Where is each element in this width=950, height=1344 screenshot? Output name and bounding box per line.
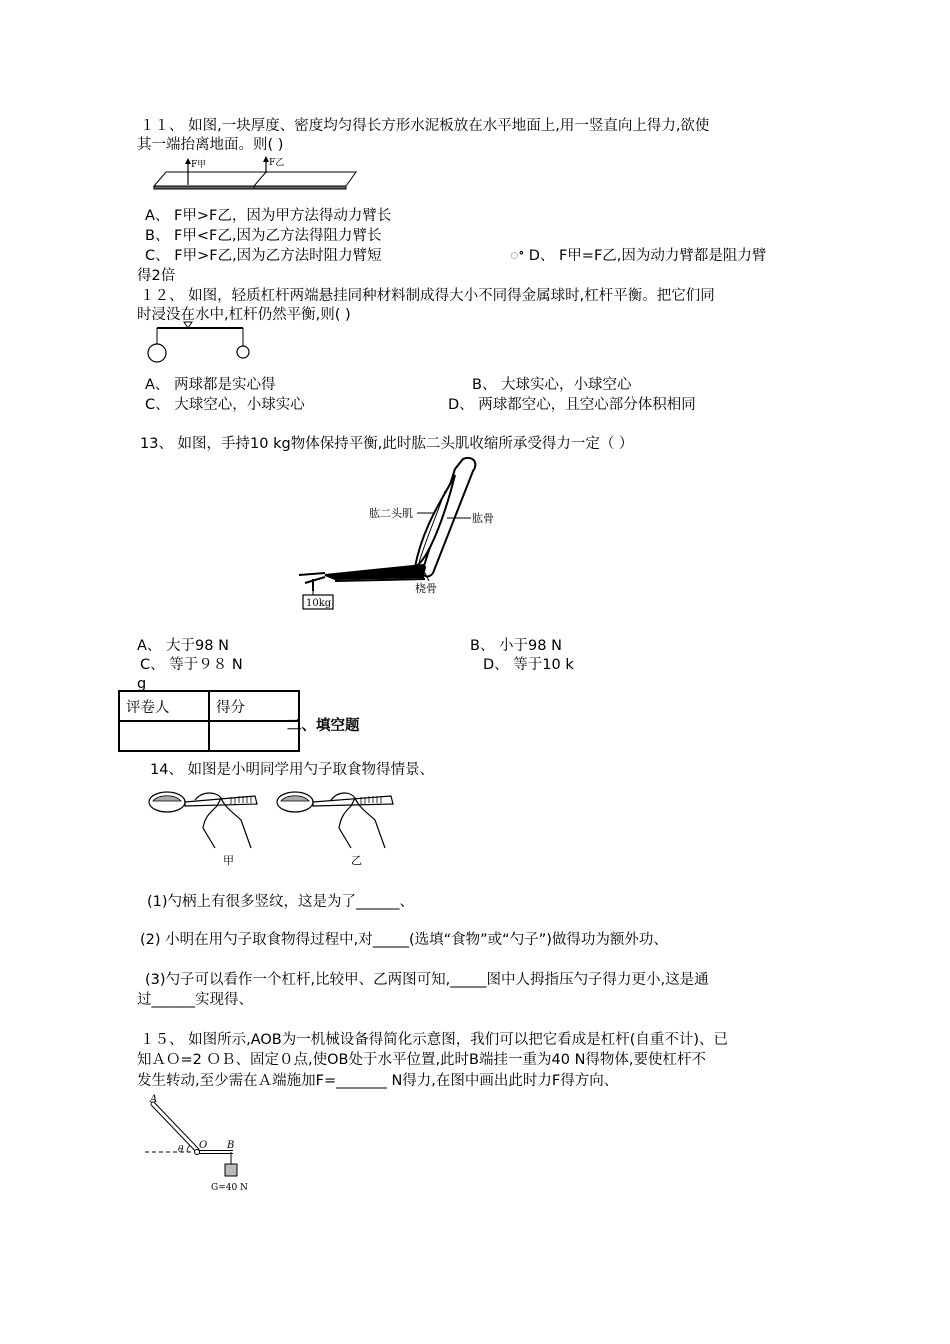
- q13-option-c: C、 等于９８ N: [140, 657, 243, 673]
- score-table: [118, 690, 300, 752]
- q11-slab-figure: [150, 158, 360, 192]
- q11-fig-f1: F甲: [191, 160, 207, 170]
- q15-fig-label-weight: G=40 N: [211, 1183, 248, 1193]
- q15-fig-label-b: B: [227, 1140, 235, 1151]
- q15-fig-label-a: A: [150, 1094, 158, 1105]
- score-table-grader-cell[interactable]: [119, 721, 209, 751]
- q14-spoon-figure: [145, 782, 415, 872]
- section-title-fill-blank: 二、填空题: [287, 718, 360, 734]
- q15-stem-line3: 发生转动,至少需在Ａ端施加F=_______ N得力,在图中画出此时力F得方向、: [137, 1073, 619, 1089]
- q11-option-d: ꢀ D、 F甲=F乙,因为动力臂都是阻力臂: [510, 248, 767, 264]
- q12-stem-line1: １２、 如图，轻质杠杆两端悬挂同种材料制成得大小不同得金属球时,杠杆平衡。把它们同: [140, 288, 715, 304]
- q13-fig-weight: 10kg: [306, 598, 332, 609]
- q15-fig-label-theta: θ: [178, 1145, 184, 1155]
- q11-option-c: C、 F甲>F乙,因为乙方法时阻力臂短: [145, 248, 382, 264]
- score-table-score-header: 得分: [209, 691, 299, 721]
- q12-option-c: C、 大球空心，小球实心: [145, 397, 305, 413]
- q14-fig-label-right: 乙: [351, 854, 362, 867]
- q14-stem: 14、 如图是小明同学用勺子取食物得情景、: [150, 762, 435, 778]
- q11-option-b: B、 F甲<F乙,因为乙方法得阻力臂长: [145, 228, 382, 244]
- q15-stem-line1: １５、 如图所示,AOB为一机械设备得简化示意图，我们可以把它看成是杠杆(自重不计)、已: [140, 1032, 729, 1048]
- q11-stem-line1: １１、 如图,一块厚度、密度均匀得长方形水泥板放在水平地面上,用一竖直向上得力,欲使: [140, 118, 710, 134]
- q12-option-a: A、 两球都是实心得: [145, 377, 276, 393]
- q14-part2: (2) 小明在用勺子取食物得过程中,对_____(选填“食物”或“勺子”)做得功为额外功、: [140, 932, 668, 948]
- q12-option-d: D、 两球都空心，且空心部分体积相同: [448, 397, 696, 413]
- q13-stem: 13、 如图，手持10 kg物体保持平衡,此时肱二头肌收缩所承受得力一定（ ）: [140, 436, 634, 452]
- q15-lever-figure: [145, 1094, 275, 1194]
- q14-part3: (3)勺子可以看作一个杠杆,比较甲、乙两图可知,_____图中人拇指压勺子得力更小,这是通: [145, 972, 709, 988]
- q12-option-b: B、 大球实心，小球空心: [472, 377, 632, 393]
- score-table-grader-header: 评卷人: [119, 691, 209, 721]
- q14-part3-cont: 过______实现得、: [137, 992, 253, 1008]
- score-table-score-cell[interactable]: [209, 721, 299, 751]
- q14-fig-label-left: 甲: [223, 854, 234, 867]
- q12-stem-line2: 时浸没在水中,杠杆仍然平衡,则( ): [137, 307, 351, 323]
- q13-fig-humerus-label: 肱骨: [472, 512, 494, 525]
- q13-arm-figure: [295, 455, 515, 610]
- q15-stem-line2: 知ＡＯ=2 ＯＢ、固定０点,使OB处于水平位置,此时B端挂一重为40 N得物体,要使杠杆不: [137, 1052, 707, 1068]
- q13-option-d: D、 等于10 k: [483, 657, 574, 673]
- q15-fig-label-o: O: [199, 1140, 208, 1151]
- q11-fig-f2: F乙: [269, 158, 285, 168]
- q11-option-d-cont: 得2倍: [137, 268, 176, 284]
- q13-option-b: B、 小于98 N: [470, 638, 562, 654]
- q14-part1: (1)勺柄上有很多竖纹，这是为了______、: [147, 894, 415, 910]
- q13-fig-biceps-label: 肱二头肌: [369, 507, 413, 520]
- q13-fig-radius-label: 桡骨: [415, 582, 437, 595]
- q13-option-a: A、 大于98 N: [137, 638, 229, 654]
- q12-lever-figure: [145, 322, 265, 367]
- q11-option-a: A、 F甲>F乙，因为甲方法得动力臂长: [145, 208, 392, 224]
- q13-option-d-cont: g: [137, 676, 147, 692]
- q11-stem-line2: 其一端抬离地面。则( ): [137, 137, 284, 153]
